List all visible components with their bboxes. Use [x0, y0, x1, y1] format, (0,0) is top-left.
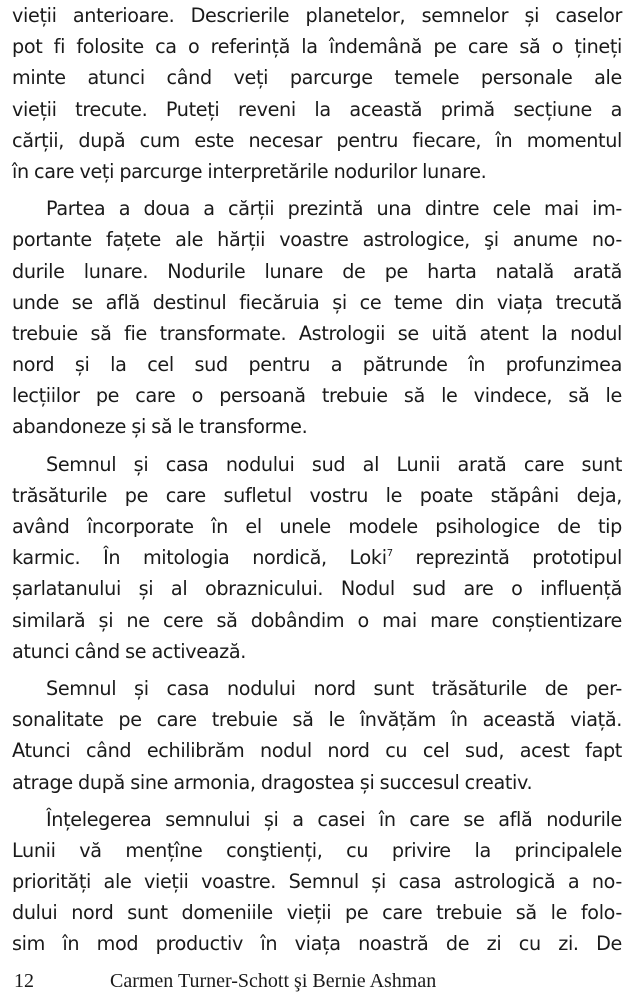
text-line: trebuie să fie transformate. Astrologii se uită atent la nodul [12, 321, 622, 345]
text-line: sim în mod productiv în viața noastră de zi cu zi. De [12, 932, 622, 956]
text-line: minte atunci când veți parcurge temele personale ale [12, 66, 622, 90]
text-line: Semnul și casa nodului sud al Lunii arată care sunt [46, 452, 622, 476]
text-line: vieții trecute. Puteți reveni la această primă secțiune a [12, 97, 622, 121]
text-line: similară și ne cere să dobândim o mai mare conștientizare [12, 608, 622, 632]
text-line: Înțelegerea semnului și a casei în care se află nodurile [46, 807, 622, 831]
text-line: pot fi folosite ca o referință la îndemână pe care să o țineți [12, 35, 622, 59]
text-line-with-footnote [12, 542, 622, 573]
running-head-authors: Carmen Turner-Schott şi Bernie Ashman [110, 970, 437, 992]
text-line: atunci când se activează. [12, 639, 246, 663]
line-text-before: karmic. În mitologia nordică, Loki [12, 546, 387, 570]
text-line: atrage după sine armonia, dragostea și succesul creativ. [12, 770, 533, 794]
paragraph-4 [12, 673, 622, 798]
page-number: 12 [14, 970, 34, 992]
text-line: Lunii vă mențîne conştienți, cu privire la principalele [12, 838, 622, 862]
paragraph-2 [12, 193, 622, 443]
text-line: având încorporate în el unele modele psihologice de tip [12, 515, 622, 538]
text-line: Atunci când echilibrăm nodul nord cu cel sud, acest fapt [12, 739, 622, 763]
paragraph-3 [12, 449, 622, 667]
text-line: Semnul și casa nodului nord sunt trăsăturile de per- [46, 676, 622, 700]
text-line: priorități ale vieții voastre. Semnul și casa astrologică a no- [12, 870, 622, 894]
text-line: cărții, după cum este necesar pentru fiecare, în momentul [12, 128, 622, 152]
text-line: vieții anterioare. Descrierile planetelor, semnelor și caselor [12, 4, 622, 27]
text-line: sonalitate pe care trebuie să le învățăm în această viață. [12, 708, 622, 732]
text-line: șarlatanului și al obraznicului. Nodul sud are o influență [12, 577, 622, 601]
text-line: trăsăturile pe care sufletul vostru le poate stăpâni deja, [12, 483, 622, 507]
text-line: nord și la cel sud pentru a pătrunde în profunzimea [12, 353, 622, 377]
page-footer [12, 970, 622, 998]
paragraph-1 [12, 0, 622, 187]
text-line: lecțiilor pe care o persoană trebuie să le vindece, să le [12, 384, 622, 408]
text-line: Partea a doua a cărții prezintă una dintre cele mai im- [46, 197, 622, 221]
text-line: unde se află destinul fiecăruia și ce teme din viața trecută [12, 290, 622, 314]
text-line: portante fațete ale hărții voastre astrologice, şi anume no- [12, 228, 622, 252]
text-line: în care veți parcurge interpretările nodurilor lunare. [12, 159, 487, 183]
paragraph-5 [12, 804, 622, 960]
text-line: durile lunare. Nodurile lunare de pe harta natală arată [12, 259, 622, 283]
body-text [12, 0, 622, 960]
footnote-marker[interactable]: 7 [386, 548, 393, 560]
text-line: dului nord sunt domeniile vieții pe care trebuie să le folo- [12, 901, 622, 925]
line-text-after: reprezintă prototipul [392, 546, 622, 570]
text-line: abandoneze și să le transforme. [12, 415, 308, 439]
